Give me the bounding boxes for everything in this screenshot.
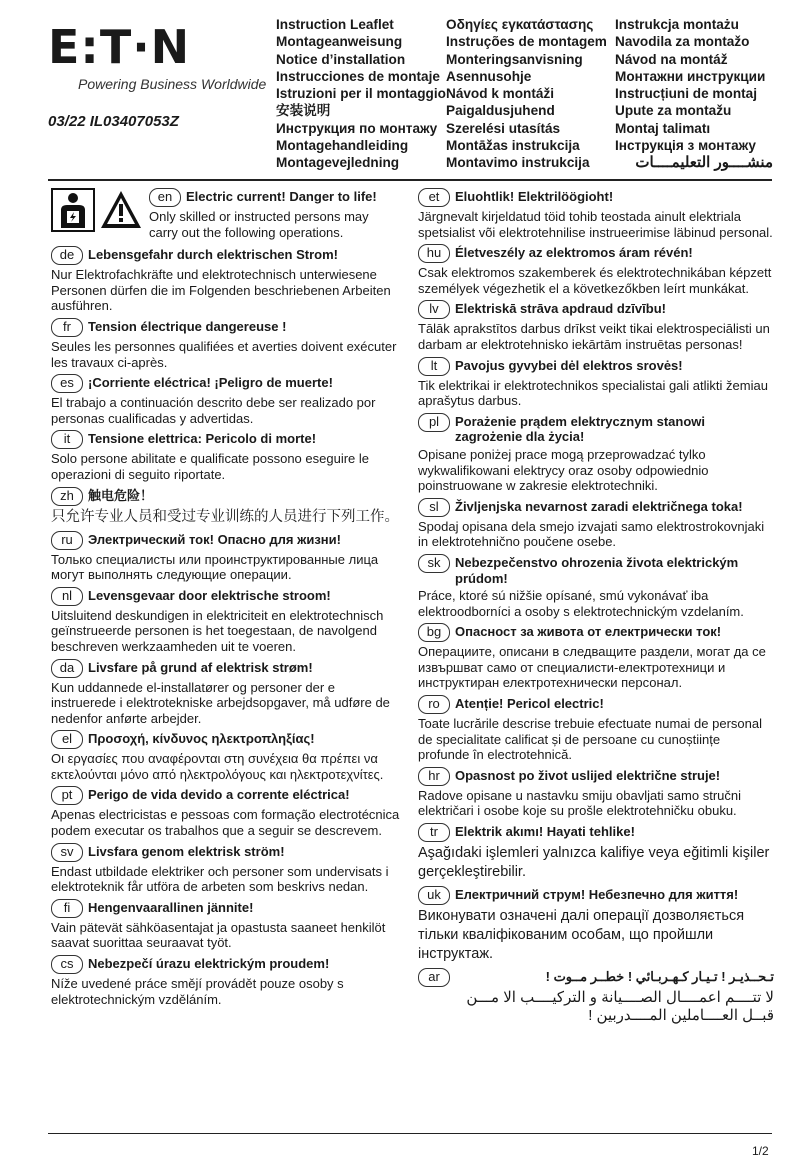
block-title: Προσοχή, κίνδυνος ηλεκτροπληξίας!	[88, 731, 315, 747]
language-code-badge: en	[149, 188, 181, 207]
block-body: Endast utbildade elektriker och personer som undervisats i elektroteknik får utföra de arbeten som beskrivs nedan.	[51, 863, 389, 895]
block-heading	[51, 730, 401, 749]
language-code-badge: fr	[51, 318, 83, 337]
block-heading	[418, 623, 774, 642]
block-body: Radove opisane u nastavku smiju obavljati samo stručni električari i osobe koje su prošle elektrotehničku obuku.	[418, 787, 742, 819]
electrician-icon	[51, 188, 95, 232]
block-heading	[51, 430, 401, 449]
title-line: Montavimo instrukcija	[446, 155, 590, 171]
language-block-bg	[418, 623, 774, 691]
language-block-zh	[51, 487, 401, 527]
block-heading	[51, 374, 401, 393]
title-line: Інструкція з монтажу	[615, 138, 756, 154]
language-code-badge: tr	[418, 823, 450, 842]
block-title: Elektrik akımı! Hayati tehlike!	[455, 824, 635, 840]
block-heading	[418, 188, 774, 207]
block-heading	[51, 786, 401, 805]
language-code-badge: hu	[418, 244, 450, 263]
title-line: Istruzioni per il montaggio	[276, 86, 446, 102]
block-body-row	[418, 989, 774, 1025]
language-block-sv	[51, 843, 401, 895]
top-divider	[48, 179, 772, 181]
hazard-warning-icon	[99, 188, 143, 232]
block-heading	[51, 659, 401, 678]
block-heading	[418, 413, 774, 445]
language-code-badge: sl	[418, 498, 450, 517]
block-title: Életveszély az elektromos áram révén!	[455, 245, 693, 261]
language-code-badge: cs	[51, 955, 83, 974]
block-body: Spodaj opisana dela smejo izvajati samo elektrostrokovnjaki in elektrotehnično poučene osebe.	[418, 518, 765, 550]
language-code-badge: pl	[418, 413, 450, 432]
block-body: Операциите, описани в следващите раздели, могат да се извършват само от специалисти-електротехници и инструктиран електротехнически персонал.	[418, 644, 766, 691]
language-code-badge: sk	[418, 554, 450, 573]
title-line: Instrucțiuni de montaj	[615, 86, 757, 102]
language-code-badge: fi	[51, 899, 83, 918]
block-heading	[418, 968, 774, 987]
title-line: Instrucciones de montaje	[276, 68, 440, 84]
language-code-badge: uk	[418, 886, 450, 905]
language-code-badge: lv	[418, 300, 450, 319]
block-heading	[418, 554, 774, 586]
block-body: Nur Elektrofachkräfte und elektrotechnisch unterwiesene Personen dürfen die im Folgenden beschriebenen Arbeiten ausführen.	[51, 267, 391, 314]
language-code-badge: ar	[418, 968, 450, 987]
language-code-badge: el	[51, 730, 83, 749]
language-block-ru	[51, 531, 401, 583]
title-line: منشــــور التعليمــــات	[635, 154, 773, 172]
block-heading	[51, 246, 401, 265]
block-heading	[149, 188, 401, 207]
block-title: Perigo de vida devido a corrente eléctrica!	[88, 787, 350, 803]
block-heading	[51, 899, 401, 918]
language-code-badge: de	[51, 246, 83, 265]
title-line: Szerelési utasítás	[446, 120, 561, 136]
language-block-hu	[418, 244, 774, 296]
block-heading	[51, 955, 401, 974]
title-line: Montageanweisung	[276, 34, 403, 50]
title-line: Instruções de montagem	[446, 34, 607, 50]
block-title: Levensgevaar door elektrische stroom!	[88, 587, 331, 603]
title-line: Návod na montáž	[615, 51, 728, 67]
block-body: Práce, ktoré sú nižšie opísané, smú vykonávať iba elektroodborníci a osoby s elektrotechnickým vzdelaním.	[418, 588, 744, 619]
block-title: Опасност за живота от електрически ток!	[455, 624, 722, 640]
language-code-badge: ru	[51, 531, 83, 550]
block-body: Toate lucrările descrise trebuie efectuate numai de personal de specialitate calificat și de persoane cu cunoștiințe profunde în electrotehnică.	[418, 716, 762, 763]
title-line: Монтажни инструкции	[615, 68, 766, 84]
block-body: Seules les personnes qualifiées et averties doivent exécuter les travaux ci-après.	[51, 338, 397, 370]
block-body: Tālāk aprakstītos darbus drīkst veikt tikai elektrospeciālisti un darbam ar elektrotehnisko iekārtām instruētas personas!	[418, 321, 770, 352]
block-body: 只允许专业人员和受过专业训练的人员进行下列工作。	[51, 508, 399, 525]
title-column-3	[615, 16, 775, 172]
brand-name: E:T·N	[48, 20, 191, 74]
language-block-et	[418, 188, 774, 240]
block-body: Uitsluitend deskundigen in elektriciteit en elektrotechnisch geïnstrueerde personen is het toegestaan, de navolgend beschreven werkzaamheden uit te voeren.	[51, 607, 384, 654]
block-title: Eluohtlik! Elektrilöögioht!	[455, 189, 614, 204]
block-title: Электрический ток! Опасно для жизни!	[88, 531, 341, 547]
right-column	[418, 188, 774, 1029]
block-title: 触电危险！	[88, 487, 154, 503]
block-heading	[418, 244, 774, 263]
block-body: Только специалисты или проинструктированные лица могут выполнять следующие операции.	[51, 551, 379, 583]
language-block-da	[51, 659, 401, 727]
block-body: Kun uddannede el-installatører og personer der e instruerede i elektrotekniske arbejdsopgaver, må udføre de nedenfor anførte arbejder.	[51, 679, 390, 726]
block-heading	[418, 823, 774, 842]
language-block-uk	[418, 886, 774, 964]
block-body: El trabajo a continuación descrito debe ser realizado por personas cualificadas y advertidas.	[51, 395, 376, 426]
title-line: 安装说明	[276, 103, 331, 119]
block-body: Opisane poniżej prace mogą przeprowadzać tylko wykwalifikowani elektrycy oraz osoby odpowiednio poinstruowane w zakresie elektrotechniki.	[418, 446, 709, 494]
language-block-fr	[51, 318, 401, 370]
language-block-pt	[51, 786, 401, 838]
language-block-sk	[418, 554, 774, 619]
warning-icons	[51, 188, 143, 232]
block-title: Nebezpečenstvo ohrozenia života elektrickým prúdom!	[455, 554, 739, 586]
title-line: Navodila za montažo	[615, 34, 750, 50]
block-heading	[418, 498, 774, 517]
title-column-2	[446, 16, 607, 172]
block-body: Apenas electricistas e pessoas com formação electrotécnica podem executar os trabalhos que a seguir se descrevem.	[51, 807, 400, 839]
block-body: Vain pätevät sähköasentajat ja opastusta saaneet henkilöt saavat suorittaa seuraavat työt.	[51, 919, 386, 951]
title-line: Инструкция по монтажу	[276, 120, 438, 136]
language-code-badge: zh	[51, 487, 83, 506]
language-block-cs	[51, 955, 401, 1007]
block-heading	[51, 843, 401, 862]
block-heading	[418, 357, 774, 376]
block-title: Livsfara genom elektrisk ström!	[88, 843, 285, 859]
language-block-hr	[418, 767, 774, 819]
block-title: Hengenvaarallinen jännite!	[88, 899, 254, 915]
language-code-badge: ro	[418, 695, 450, 714]
title-line: Instrukcja montażu	[615, 17, 739, 32]
block-body: Níže uvedené práce smějí provádět pouze osoby s elektrotechnickým vzděláním.	[51, 976, 344, 1007]
title-line: Montagehandleiding	[276, 138, 409, 154]
block-heading	[418, 886, 774, 905]
language-code-badge: bg	[418, 623, 450, 642]
language-block-ro	[418, 695, 774, 763]
language-code-badge: es	[51, 374, 83, 393]
block-title: Tensione elettrica: Pericolo di morte!	[88, 431, 317, 447]
title-column-1	[276, 16, 446, 172]
left-column	[51, 188, 401, 1011]
language-block-lv	[418, 300, 774, 352]
block-title: Porażenie prądem elektrycznym stanowi zagrożenie dla życia!	[455, 413, 705, 445]
language-code-badge: pt	[51, 786, 83, 805]
block-heading	[418, 695, 774, 714]
title-line: Návod k montáži	[446, 86, 555, 102]
title-line: Montāžas instrukcija	[446, 138, 580, 154]
language-code-badge: nl	[51, 587, 83, 606]
block-title: Electric current! Danger to life!	[186, 189, 377, 204]
language-code-badge: it	[51, 430, 83, 449]
title-line: Asennusohje	[446, 68, 532, 84]
block-title: Atenție! Pericol electric!	[455, 696, 604, 712]
title-line: Montaj talimatı	[615, 120, 711, 136]
language-block-es	[51, 374, 401, 426]
block-body: Csak elektromos szakemberek és elektrotechnikában képzett személyek végezhetik el a következőkben leírt munkákat.	[418, 265, 772, 296]
language-block-de	[51, 246, 401, 314]
title-line: Οδηγίες εγκατάστασης	[446, 17, 594, 32]
title-line: Instruction Leaflet	[276, 17, 394, 32]
block-title: ¡Corriente eléctrica! ¡Peligro de muerte!	[88, 375, 333, 391]
block-body: Tik elektrikai ir elektrotechnikos specialistai gali atlikti žemiau aprašytus darbus.	[418, 377, 768, 409]
block-title: Elektriskā strāva apdraud dzīvību!	[455, 301, 666, 317]
block-title: Življenjska nevarnost zaradi električnega toka!	[455, 498, 743, 514]
language-block-el	[51, 730, 401, 782]
document-id: 03/22 IL03407053Z	[48, 113, 179, 130]
block-heading	[418, 300, 774, 319]
warning-block-en	[51, 188, 401, 240]
language-block-tr	[418, 823, 774, 882]
block-body: Aşağıdaki işlemleri yalnızca kalifiye veya eğitimli kişiler gerçekleştirebilir.	[418, 845, 770, 881]
brand-tagline: Powering Business Worldwide	[78, 76, 267, 92]
block-body: Solo persone abilitate e qualificate possono eseguire le operazioni di seguito riportate.	[51, 451, 369, 482]
bottom-divider	[48, 1133, 772, 1134]
title-line: Monteringsanvisning	[446, 51, 583, 67]
language-code-badge: sv	[51, 843, 83, 862]
language-block-it	[51, 430, 401, 482]
language-block-lt	[418, 357, 774, 409]
block-body: Only skilled or instructed persons may carry out the following operations.	[149, 209, 369, 240]
language-block-nl	[51, 587, 401, 655]
language-code-badge: hr	[418, 767, 450, 786]
language-block-sl	[418, 498, 774, 550]
block-title: Nebezpečí úrazu elektrickým proudem!	[88, 956, 330, 972]
block-heading	[51, 318, 401, 337]
block-heading	[51, 587, 401, 606]
block-title: Електричний струм! Небезпечно для життя!	[455, 887, 739, 903]
language-block-fi	[51, 899, 401, 951]
language-code-badge: lt	[418, 357, 450, 376]
language-block-pl	[418, 413, 774, 494]
language-block-ar	[418, 968, 774, 1025]
title-line: Notice d’installation	[276, 51, 406, 67]
title-line: Montagevejledning	[276, 155, 400, 171]
block-title: Tension électrique dangereuse !	[88, 318, 287, 334]
block-heading	[51, 531, 401, 550]
eaton-logo	[48, 20, 267, 102]
block-title: تـحــذيـر ! تـيـار كـهـربـائي ! خطــر مــوت !	[545, 969, 774, 985]
title-line: Upute za montažu	[615, 103, 732, 119]
title-line: Paigaldusjuhend	[446, 103, 555, 119]
language-code-badge: da	[51, 659, 83, 678]
language-code-badge: et	[418, 188, 450, 207]
block-body: لا تتــــم اعمــــال الصــــيانة و التركيــــب الا مـــن قبــل العــــاملين المــــدربين !	[466, 989, 774, 1025]
block-body: Виконувати означені далі операції дозволяється тільки кваліфікованим особам, що пройшли інструктаж.	[418, 908, 745, 963]
block-body: Οι εργασίες που αναφέρονται στη συνέχεια θα πρέπει να εκτελούνται μόνο από ηλεκτρολόγους και ηλεκτροτεχνίτες.	[51, 751, 384, 782]
block-body: Järgnevalt kirjeldatud töid tohib teostada ainult elektriala spetsialist või elektrotehnilise instrueerimise läbinud personal.	[418, 209, 773, 240]
warning-text-en	[149, 188, 401, 240]
block-title: Lebensgefahr durch elektrischen Strom!	[88, 247, 338, 263]
block-heading	[51, 487, 401, 506]
page-number: 1/2	[752, 1144, 769, 1158]
block-title: Pavojus gyvybei dėl elektros srovės!	[455, 357, 683, 373]
block-heading	[418, 767, 774, 786]
block-title: Opasnost po život uslijed električne struje!	[455, 767, 721, 783]
block-title: Livsfare på grund af elektrisk strøm!	[88, 659, 313, 675]
